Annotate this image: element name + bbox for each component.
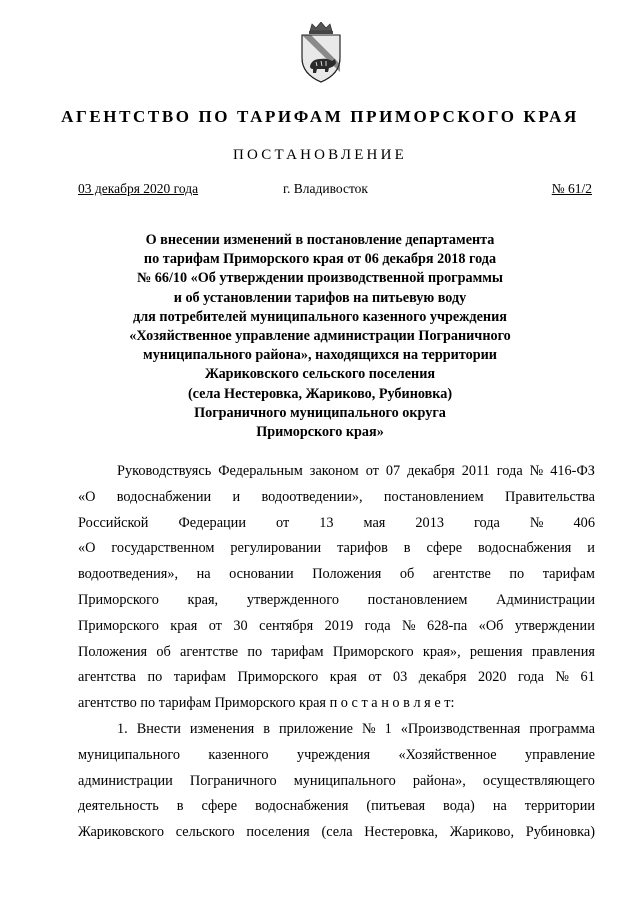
body-word: водоотведении»,	[261, 488, 363, 505]
body-word: Жариково,	[449, 824, 515, 841]
document-date: 03 декабря 2020 года	[78, 181, 199, 196]
body-word: территории	[524, 798, 595, 815]
body-line	[78, 485, 595, 511]
body-word: сельского	[175, 824, 235, 841]
body-word: №	[362, 720, 376, 737]
body-word: в	[263, 720, 270, 737]
body-word: Правительства	[505, 488, 595, 505]
body-word: края»,	[422, 643, 461, 660]
body-word: от	[208, 617, 222, 634]
body-word: тарифам	[173, 669, 226, 686]
body-word: 61	[580, 669, 595, 686]
body-word: тарифам	[542, 566, 595, 583]
title-line: по тарифам Приморского края от 06 декабря 2018 года	[143, 251, 497, 268]
body-word: 628-па	[427, 617, 468, 634]
document-type: ПОСТАНОВЛЕНИЕ	[233, 147, 407, 163]
body-line	[78, 511, 595, 537]
body-word: Нестеровка,	[364, 824, 438, 841]
title-line: Приморского края»	[256, 424, 384, 441]
body-word: Администрации	[496, 591, 595, 608]
body-line	[78, 691, 595, 717]
body-word: об	[156, 643, 171, 660]
body-word: и	[232, 488, 241, 505]
title-line: для потребителей муниципального казенного учреждения	[133, 308, 507, 325]
document-number: № 61/2	[551, 181, 592, 196]
body-word: водоснабжении	[116, 488, 212, 505]
body-word: края	[170, 617, 198, 634]
body-word: сентября	[259, 617, 314, 634]
title-line: Жариковского сельского поселения	[204, 366, 436, 383]
body-word: регулировании	[230, 540, 322, 557]
body-word: Жариковского	[78, 824, 165, 841]
body-word: об	[399, 566, 415, 583]
body-word: агентстве	[180, 643, 239, 660]
body-word: «О	[78, 488, 96, 505]
body-line	[78, 588, 595, 614]
body-word: постановлением	[367, 591, 468, 608]
body-text: агентство по тарифам Приморского края п о с т а н о в л я е т:	[78, 695, 455, 712]
body-word: от	[276, 514, 290, 531]
body-word: 13	[319, 514, 334, 531]
body-word: года	[364, 617, 391, 634]
body-word: на	[492, 798, 507, 815]
body-word: №	[555, 669, 570, 686]
body-word: водоснабжения	[255, 798, 349, 815]
body-word: №	[401, 617, 416, 634]
body-word: деятельность	[78, 798, 159, 815]
body-line	[78, 459, 595, 485]
body-word: сфере	[426, 540, 463, 557]
document-body	[78, 459, 595, 846]
body-word: водоотведения»,	[78, 566, 179, 583]
body-word: тарифам	[271, 643, 324, 660]
body-line	[78, 536, 595, 562]
body-word: от	[365, 463, 379, 479]
body-line	[78, 743, 595, 769]
body-word: года	[518, 669, 544, 686]
body-word: №	[529, 514, 544, 531]
title-line: «Хозяйственное управление администрации Пограничного	[129, 328, 511, 345]
body-word: по	[247, 643, 263, 660]
body-word: по	[147, 669, 163, 686]
body-word: декабря	[407, 463, 455, 479]
body-word: по	[509, 566, 525, 583]
document-city: г. Владивосток	[283, 181, 368, 196]
body-word: от	[368, 669, 382, 686]
body-word: утвержденного	[246, 591, 339, 608]
body-word: и	[587, 540, 595, 557]
body-line	[78, 614, 595, 640]
body-line	[78, 794, 595, 820]
body-word: «Хозяйственное	[398, 746, 497, 763]
body-word: сфере	[201, 798, 238, 815]
body-word: «Производственная	[400, 720, 521, 737]
primorsky-coat-of-arms-icon	[298, 22, 344, 84]
title-line: О внесении изменений в постановление департамента	[145, 232, 495, 248]
body-word: тарифов	[337, 540, 388, 557]
body-word: края,	[187, 591, 219, 608]
body-word: управление	[525, 746, 595, 763]
body-word: 406	[573, 514, 595, 531]
document-title	[60, 231, 580, 442]
body-word: года	[473, 514, 500, 531]
body-line	[78, 665, 595, 691]
body-word: поселения	[246, 824, 310, 841]
body-word: (питьевая	[366, 798, 426, 815]
body-line	[78, 640, 595, 666]
body-word: мая	[363, 514, 386, 531]
body-word: района»,	[412, 772, 466, 789]
body-line	[78, 562, 595, 588]
body-word: «Об	[478, 617, 504, 634]
body-word: Пограничного	[189, 772, 277, 789]
title-line: муниципального района», находящихся на территории	[143, 347, 497, 364]
body-word: на	[196, 566, 211, 583]
body-word: муниципального	[78, 746, 181, 763]
body-line	[78, 820, 595, 846]
title-line: и об установлении тарифов на питьевую воду	[173, 289, 467, 306]
body-word: 2011	[461, 463, 490, 479]
body-word: Внести	[136, 720, 181, 737]
body-word: приложение	[278, 720, 354, 737]
body-word: года	[496, 463, 523, 479]
title-line: Пограничного муниципального округа	[194, 404, 446, 421]
body-word: Положения	[312, 566, 382, 583]
body-word: агентства	[78, 669, 136, 686]
body-word: в	[176, 798, 184, 815]
body-word: решения	[469, 643, 523, 660]
body-word: Приморского	[332, 643, 414, 660]
body-word: Рубиновка)	[525, 824, 595, 841]
body-word: изменения	[189, 720, 255, 737]
body-word: казенного	[208, 746, 269, 763]
body-word: Руководствуясь	[117, 463, 212, 479]
body-word: правления	[531, 643, 595, 660]
title-line: № 66/10 «Об утверждении производственной программы	[136, 270, 504, 287]
body-word: программа	[529, 720, 595, 737]
body-line	[78, 717, 595, 743]
body-word: в	[403, 540, 411, 557]
body-word: осуществляющего	[482, 772, 595, 789]
body-word: Приморского	[237, 669, 319, 686]
body-word: утверждении	[514, 617, 595, 634]
body-word: 30	[233, 617, 248, 634]
body-word: Приморского	[78, 617, 159, 634]
body-word: №	[529, 463, 544, 479]
body-word: 2019	[324, 617, 354, 634]
body-word: 416-ФЗ	[550, 463, 595, 479]
body-word: законом	[309, 463, 359, 479]
body-line	[78, 769, 595, 795]
body-word: декабря	[418, 669, 467, 686]
body-word: государственном	[111, 540, 215, 557]
body-word: администрации	[78, 772, 173, 789]
body-word: учреждения	[296, 746, 371, 763]
body-word: Приморского	[78, 591, 159, 608]
body-word: основании	[229, 566, 294, 583]
body-word: 1.	[117, 720, 128, 737]
body-word: Положения	[78, 643, 148, 660]
body-word: 2013	[415, 514, 444, 531]
body-word: 1	[384, 720, 392, 737]
body-word: 07	[385, 463, 401, 479]
body-word: (села	[321, 824, 353, 841]
body-word: 03	[393, 669, 408, 686]
body-word: муниципального	[293, 772, 396, 789]
body-word: вода)	[443, 798, 475, 815]
body-word: водоснабжения	[478, 540, 572, 557]
body-word: агентстве	[432, 566, 491, 583]
body-word: края	[329, 669, 357, 686]
body-word: «О	[78, 540, 96, 557]
agency-name: АГЕНТСТВО ПО ТАРИФАМ ПРИМОРСКОГО КРАЯ	[61, 107, 579, 126]
body-word: Федерации	[178, 514, 246, 531]
title-line: (села Нестеровка, Жариково, Рубиновка)	[187, 385, 453, 402]
body-word: постановлением	[383, 488, 484, 505]
body-word: Российской	[78, 514, 149, 531]
body-word: Федеральным	[218, 463, 303, 479]
body-word: 2020	[477, 669, 507, 686]
